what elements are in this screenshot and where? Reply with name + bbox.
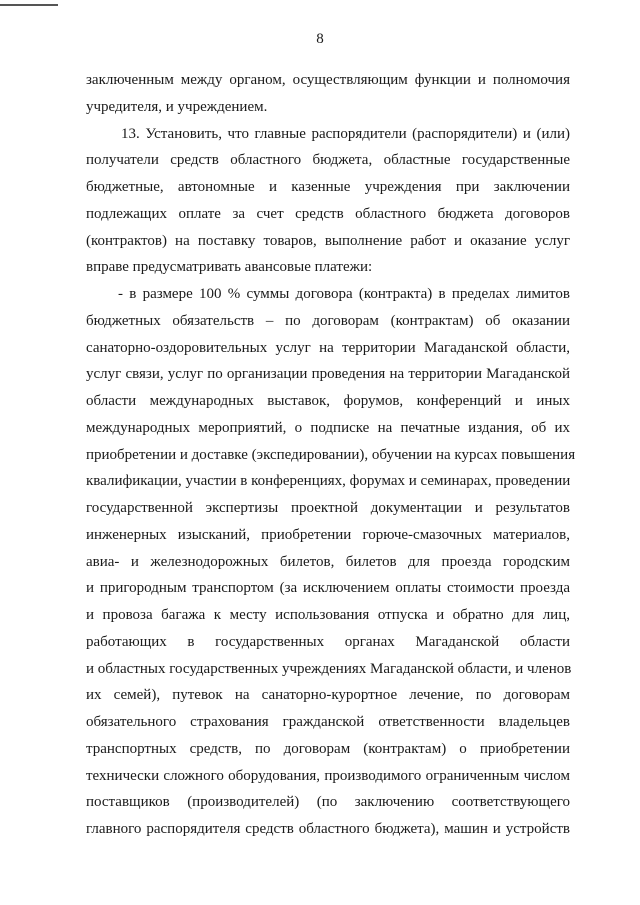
scan-edge-mark (0, 4, 58, 6)
text-line: вправе предусматривать авансовые платежи: (86, 259, 373, 276)
text-line: 13. Установить, что главные распорядители (распорядители) и (или) (121, 125, 570, 142)
paragraph-continuation (86, 67, 570, 121)
text-line: приобретении и доставке (экспедировании), обучении на курсах повышения (86, 446, 576, 463)
text-line: главного распорядителя средств областного бюджета), машин и устройств (86, 821, 570, 837)
text-line: поставщиков (производителей) (по заключению соответствующего (86, 794, 570, 811)
text-line: их семей), путевок на санаторно-курортное лечение, по договорам (86, 687, 570, 704)
text-line: получатели средств областного бюджета, областные государственные (86, 152, 570, 169)
text-line: учредителя, и учреждением. (86, 98, 268, 115)
text-line: инженерных изысканий, приобретении горюче-смазочных материалов, (86, 526, 570, 543)
text-line: подлежащих оплате за счет средств областного бюджета договоров (86, 205, 570, 222)
text-line: работающих в государственных органах Магаданской области (86, 633, 570, 650)
text-line: авиа- и железнодорожных билетов, билетов для проезда городским (86, 553, 570, 570)
text-line: услуг связи, услуг по организации проведения на территории Магаданской (86, 366, 570, 383)
text-line: технически сложного оборудования, производимого ограниченным числом (86, 767, 570, 784)
text-line: государственной экспертизы проектной документации и результатов (86, 500, 570, 516)
text-line: - в размере 100 % суммы договора (контракта) в пределах лимитов (118, 286, 570, 302)
text-line: и областных государственных учреждениях Магаданской области, и членов (86, 660, 572, 677)
text-line: бюджетных обязательств – по договорам (контрактам) об оказании (86, 312, 570, 329)
text-line: (контрактов) на поставку товаров, выполнение работ и оказание услуг (86, 232, 570, 249)
text-line: обязательного страхования гражданской ответственности владельцев (86, 714, 570, 730)
text-line: области международных выставок, форумов, конференций и иных (86, 393, 570, 409)
text-line: международных мероприятий, о подписке на печатные издания, об их (86, 419, 570, 436)
page-number: 8 (316, 31, 324, 47)
document-body (86, 67, 576, 843)
text-line: транспортных средств, по договорам (контрактам) о приобретении (86, 740, 570, 757)
paragraph-item-13 (86, 121, 570, 282)
text-line: санаторно-оздоровительных услуг на территории Магаданской области, (86, 339, 570, 356)
text-line: бюджетные, автономные и казенные учреждения при заключении (86, 179, 570, 195)
paragraph-bullet-100 (86, 281, 576, 843)
text-line: и пригородным транспортом (за исключением оплаты стоимости проезда (86, 580, 570, 597)
text-line: квалификации, участии в конференциях, форумах и семинарах, проведении (86, 473, 571, 490)
text-line: и провоза багажа к месту использования отпуска и обратно для лиц, (86, 607, 570, 623)
text-line: заключенным между органом, осуществляющим функции и полномочия (86, 72, 570, 88)
